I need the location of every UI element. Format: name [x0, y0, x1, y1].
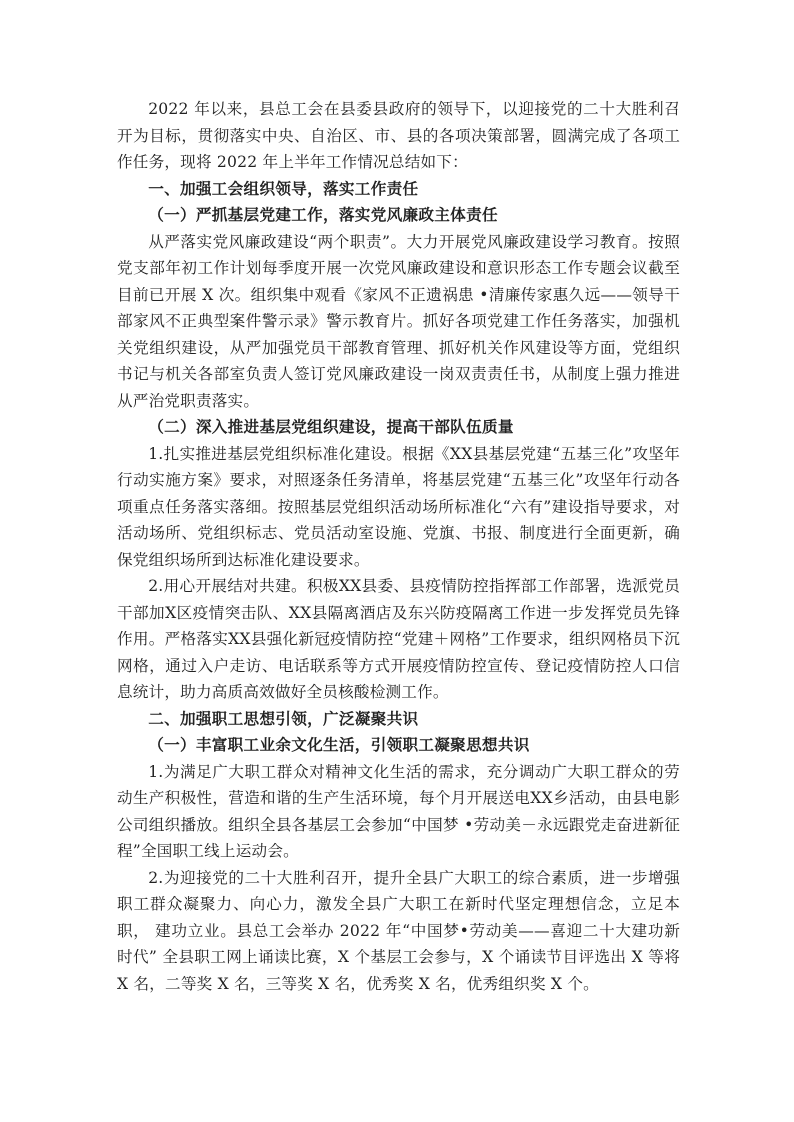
section2-heading: 二、加强职工思想引领，广泛凝聚共识: [148, 709, 419, 728]
section1-sub1-body: 从严落实党风廉政建设“两个职责”。大力开展党风廉政建设学习教育。按照党支部年初工作计划每季度开展一次党风廉政建设和意识形态工作专题会议截至目前已开展 X 次。组织集中观看《家风不正遗祸患 •清廉传家惠久远——领导干部家风不正典型案件警示录》警示教育片。抓好各项党建工作任务落实，加强机关党组织建设，从严加强党员干部教育管理、抓好机关作风建设等方面，党组织书记与机关各部室负责人签订党风廉政建设一岗双责责任书，从制度上强力推进从严治党职责落实。: [117, 232, 680, 410]
section1-heading: 一、加强工会组织领导，落实工作责任: [148, 179, 419, 198]
intro-paragraph: 2022 年以来，县总工会在县委县政府的领导下，以迎接党的二十大胜利召开为目标，贯彻落实中央、自治区、市、县的各项决策部署，圆满完成了各项工作任务，现将 2022 年上半年工作情况总结如下：: [117, 100, 680, 171]
section1-sub2-item1: 1.扎实推进基层党组织标准化建设。根据《XX县基层党建“五基三化”攻坚年行动实施方案》要求，对照逐条任务清单，将基层党建“五基三化”攻坚年行动各项重点任务落实落细。按照基层党组织活动场所标准化“六有”建设指导要求，对活动场所、党组织标志、党员活动室设施、党旗、书报、制度进行全面更新，确保党组织场所到达标准化建设要求。: [117, 444, 680, 569]
section2-sub1-item1: 1.为满足广大职工群众对精神文化生活的需求，充分调动广大职工群众的劳动生产积极性，营造和谐的生产生活环境，每个月开展送电XX乡活动，由县电影公司组织播放。组织全县各基层工会参加“中国梦 •劳动美－永远跟党走奋进新征程”全国职工线上运动会。: [117, 762, 680, 860]
document-page: [117, 96, 680, 997]
section1-sub1-heading: （一）严抓基层党建工作，落实党风廉政主体责任: [148, 205, 498, 224]
section1-sub2-heading: （二）深入推进基层党组织建设，提高干部队伍质量: [148, 417, 514, 436]
section2-sub1-heading: （一）丰富职工业余文化生活，引领职工凝聚思想共识: [148, 735, 530, 754]
section1-sub2-item2: 2.用心开展结对共建。积极XX县委、县疫情防控指挥部工作部署，选派党员干部加X区疫情突击队、XX县隔离酒店及东兴防疫隔离工作进一步发挥党员先锋作用。严格落实XX县强化新冠疫情防控“党建＋网格”工作要求，组织网格员下沉网格，通过入户走访、电话联系等方式开展疫情防控宣传、登记疫情防控人口信息统计，助力高质高效做好全员核酸检测工作。: [117, 577, 680, 701]
section2-sub1-item2: 2.为迎接党的二十大胜利召开，提升全县广大职工的综合素质，进一步增强职工群众凝聚力、向心力，激发全县广大职工在新时代坚定理想信念，立足本职， 建功立业。县总工会举办 2022 年“中国梦•劳动美——喜迎二十大建功新时代” 全县职工网上诵读比赛，X 个基层工会参与，X 个诵读节目评选出 X 等将 X 名，二等奖 X 名，三等奖 X 名，优秀奖 X 名，优秀组织奖 X 个。: [117, 868, 680, 993]
